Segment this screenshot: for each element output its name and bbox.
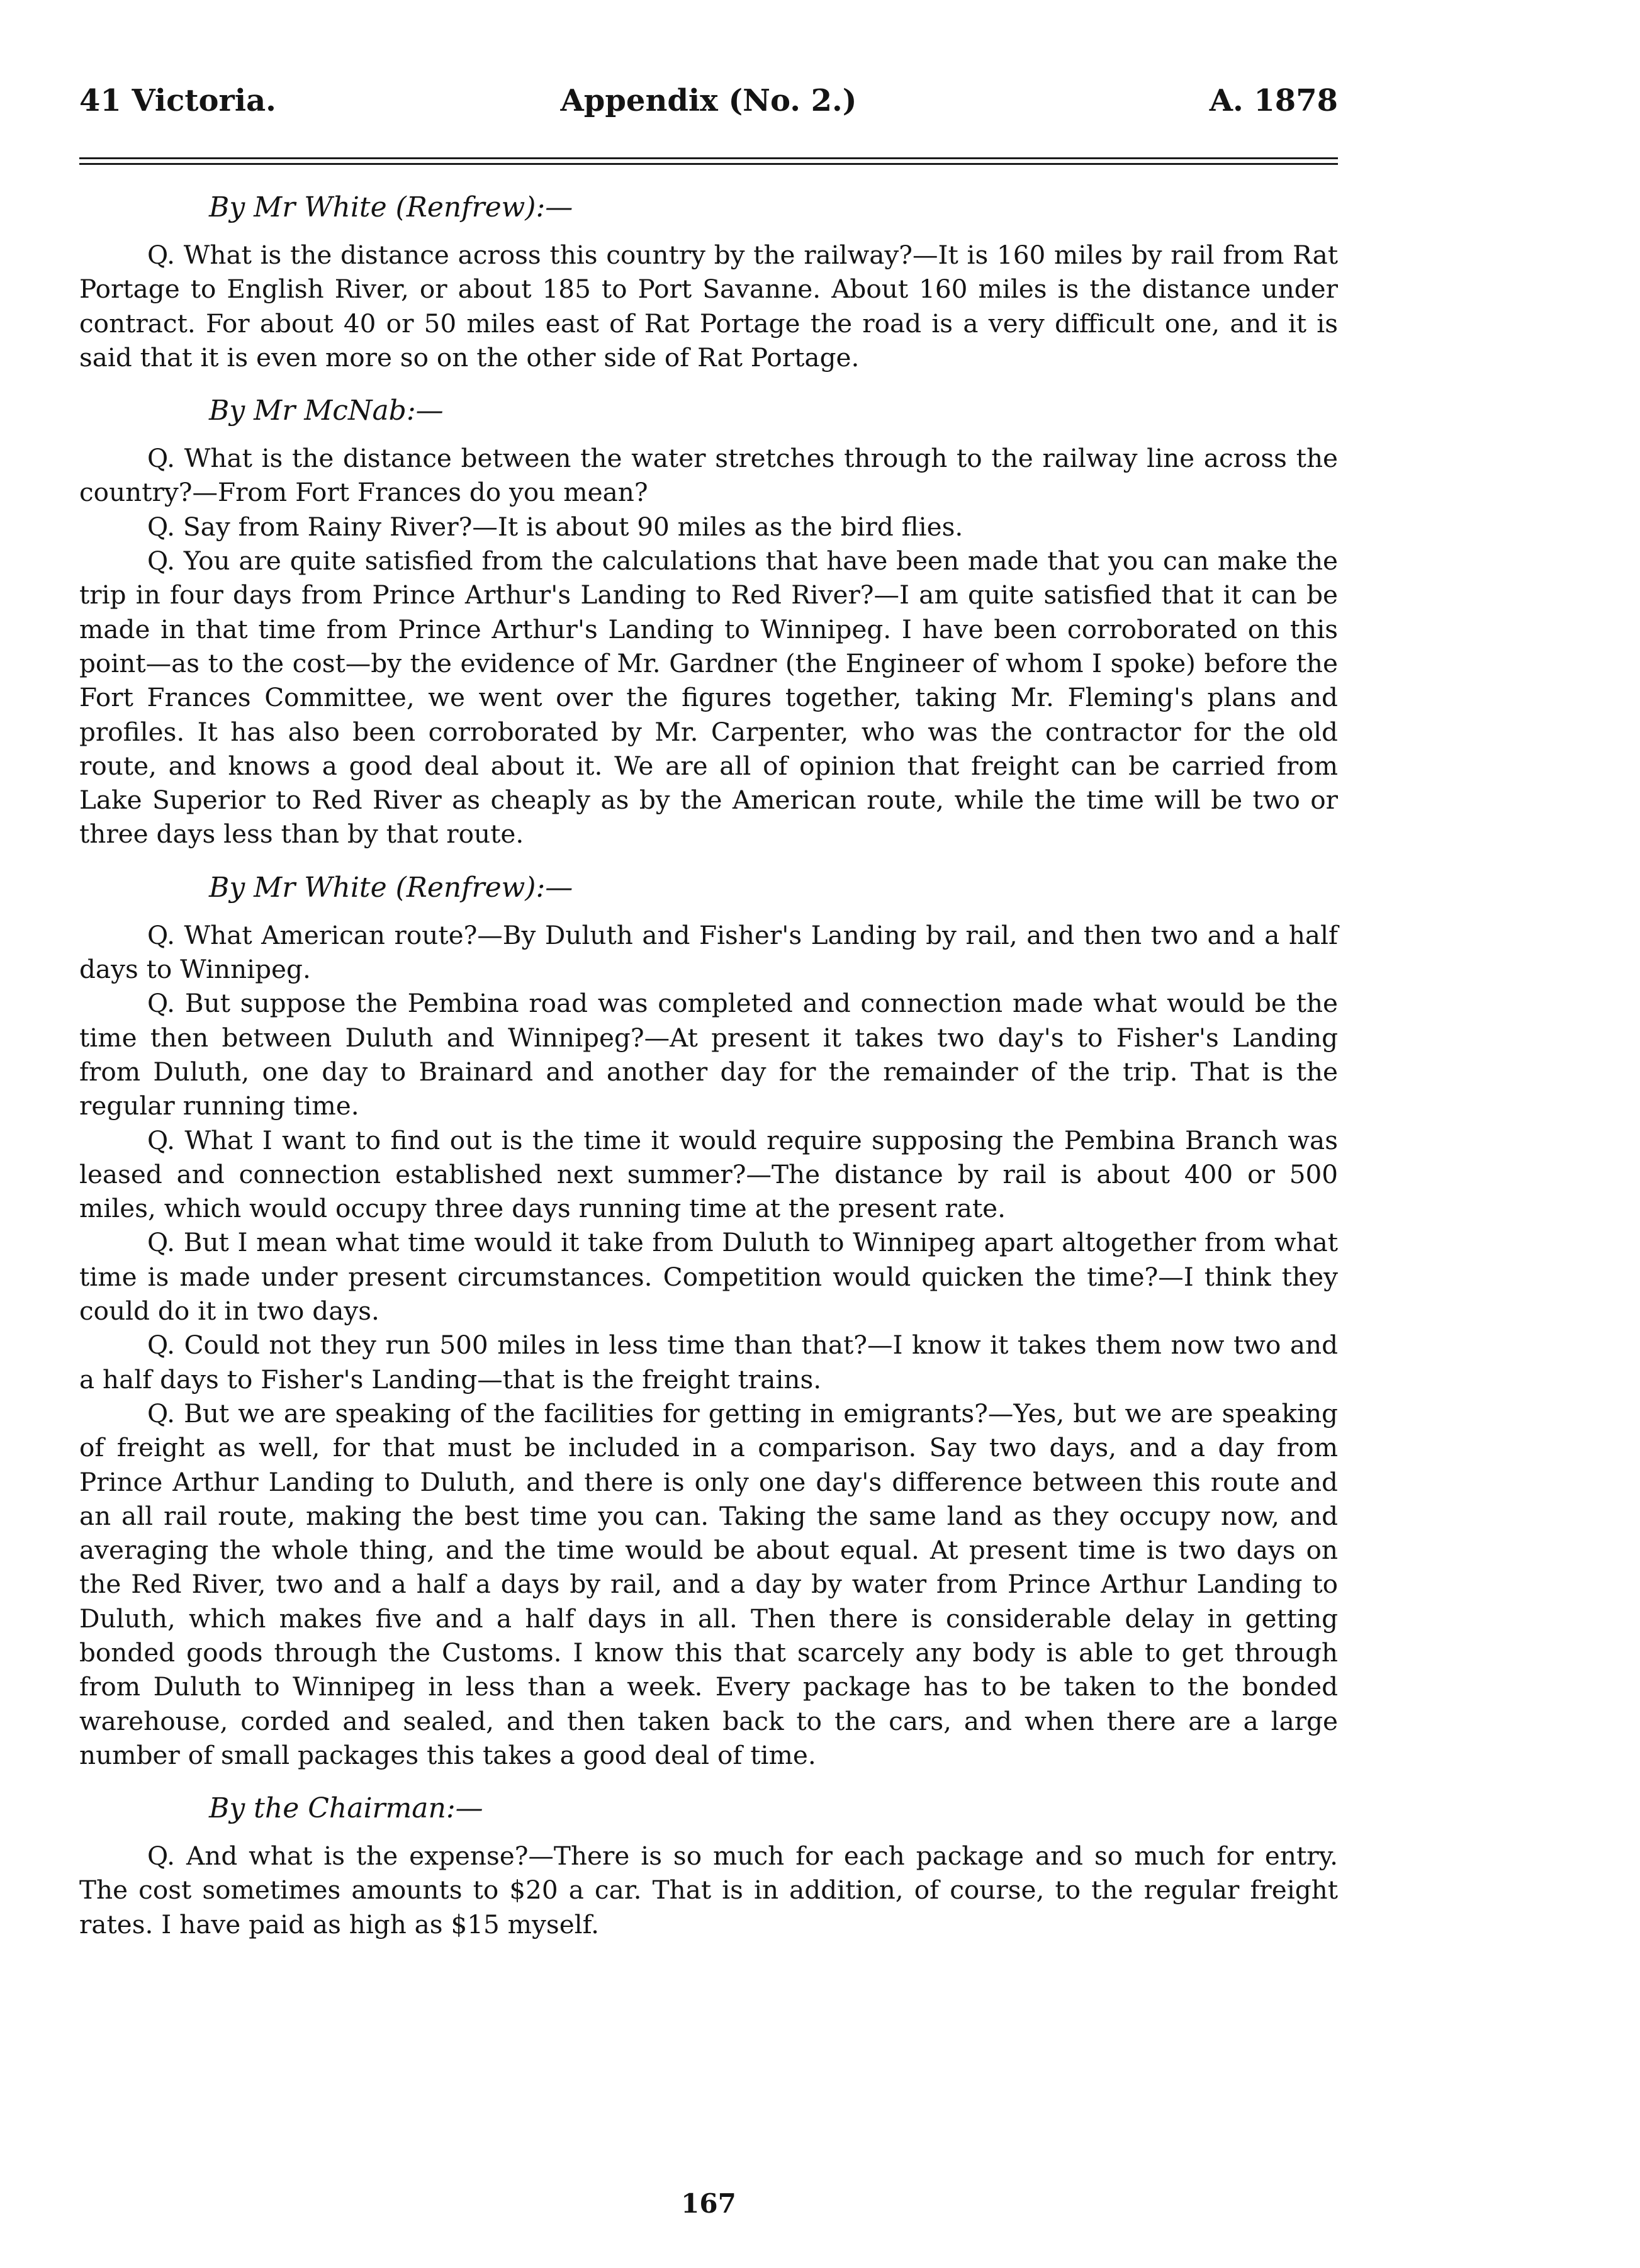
testimony-paragraph: Q. And what is the expense?—There is so much for each package and so much for entry. The cost sometimes amounts to $20 a car. That is in addition, of course, to the regular freight rates. I have paid as high as $15 myself.	[79, 1841, 1338, 1940]
testimony-body	[79, 190, 1338, 1941]
document-page	[79, 76, 1338, 2228]
speaker-heading: By Mr McNab:—	[209, 395, 444, 427]
running-head	[79, 76, 1338, 126]
testimony-paragraph: Q. What is the distance between the water stretches through to the railway line across the country?—From Fort Frances do you mean?	[79, 443, 1338, 508]
page-number: 167	[681, 2188, 736, 2219]
testimony-paragraph: Q. But I mean what time would it take from Duluth to Winnipeg apart altogether from what time is made under present circumstances. Competition would quicken the time?—I think they could do it in two days.	[79, 1227, 1338, 1327]
testimony-paragraph: Q. You are quite satisfied from the calculations that have been made that you can make the trip in four days from Prince Arthur's Landing to Red River?—I am quite satisfied that it can be made in that time from Prince Arthur's Landing to Winnipeg. I have been corroborated on this point—as to the cost—by the evidence of Mr. Gardner (the Engineer of whom I spoke) before the Fort Frances Committee, we went over the figures together, taking Mr. Fleming's plans and profiles. It has also been corroborated by Mr. Carpenter, who was the contractor for the old route, and knows a good deal about it. We are all of opinion that freight can be carried from Lake Superior to Red River as cheaply as by the American route, while the time will be two or three days less than by that route.	[79, 546, 1338, 850]
testimony-paragraph: Q. What I want to find out is the time it would require supposing the Pembina Branch was leased and connection established next summer?—The distance by rail is about 400 or 500 miles, which would occupy three days running time at the present rate.	[79, 1125, 1338, 1224]
testimony-section	[79, 190, 1338, 374]
running-head-volume: 41 Victoria.	[79, 83, 276, 118]
double-rule-divider	[79, 157, 1338, 165]
testimony-paragraph: Q. But suppose the Pembina road was completed and connection made what would be the time then between Duluth and Winnipeg?—At present it takes two day's to Fisher's Landing from Duluth, one day to Brainard and another day for the remainder of the trip. That is the regular running time.	[79, 988, 1338, 1121]
running-head-year: A. 1878	[1209, 83, 1338, 118]
testimony-paragraph: Q. Could not they run 500 miles in less time than that?—I know it takes them now two and a half days to Fisher's Landing—that is the freight trains.	[79, 1330, 1338, 1395]
testimony-paragraph: Q. But we are speaking of the facilities for getting in emigrants?—Yes, but we are speaking of freight as well, for that must be included in a comparison. Say two days, and a day from Prince Arthur Landing to Duluth, and there is only one day's difference between this route and an all rail route, making the best time you can. Taking the same land as they occupy now, and averaging the whole thing, and the time would be about equal. At present time is two days on the Red River, two and a half a days by rail, and a day by water from Prince Arthur Landing to Duluth, which makes five and a half days in all. Then there is considerable delay in getting bonded goods through the Customs. I know this that scarcely any body is able to get through from Duluth to Winnipeg in less than a week. Every package has to be taken to the bonded warehouse, corded and sealed, and then taken back to the cars, and when there are a large number of small packages this takes a good deal of time.	[79, 1398, 1338, 1770]
testimony-section	[79, 1791, 1338, 1941]
running-head-appendix: Appendix (No. 2.)	[560, 83, 857, 118]
testimony-paragraph: Q. Say from Rainy River?—It is about 90 miles as the bird flies.	[147, 511, 963, 542]
testimony-paragraph: Q. What American route?—By Duluth and Fisher's Landing by rail, and then two and a half days to Winnipeg.	[79, 919, 1338, 985]
testimony-section	[79, 870, 1338, 1772]
testimony-paragraph: Q. What is the distance across this country by the railway?—It is 160 miles by rail from Rat Portage to English River, or about 185 to Port Savanne. About 160 miles is the distance under contract. For about 40 or 50 miles east of Rat Portage the road is a very difficult one, and it is said that it is even more so on the other side of Rat Portage.	[79, 240, 1338, 373]
speaker-heading: By the Chairman:—	[209, 1792, 483, 1825]
speaker-heading: By Mr White (Renfrew):—	[209, 871, 573, 904]
testimony-section	[79, 393, 1338, 851]
speaker-heading: By Mr White (Renfrew):—	[209, 191, 573, 223]
